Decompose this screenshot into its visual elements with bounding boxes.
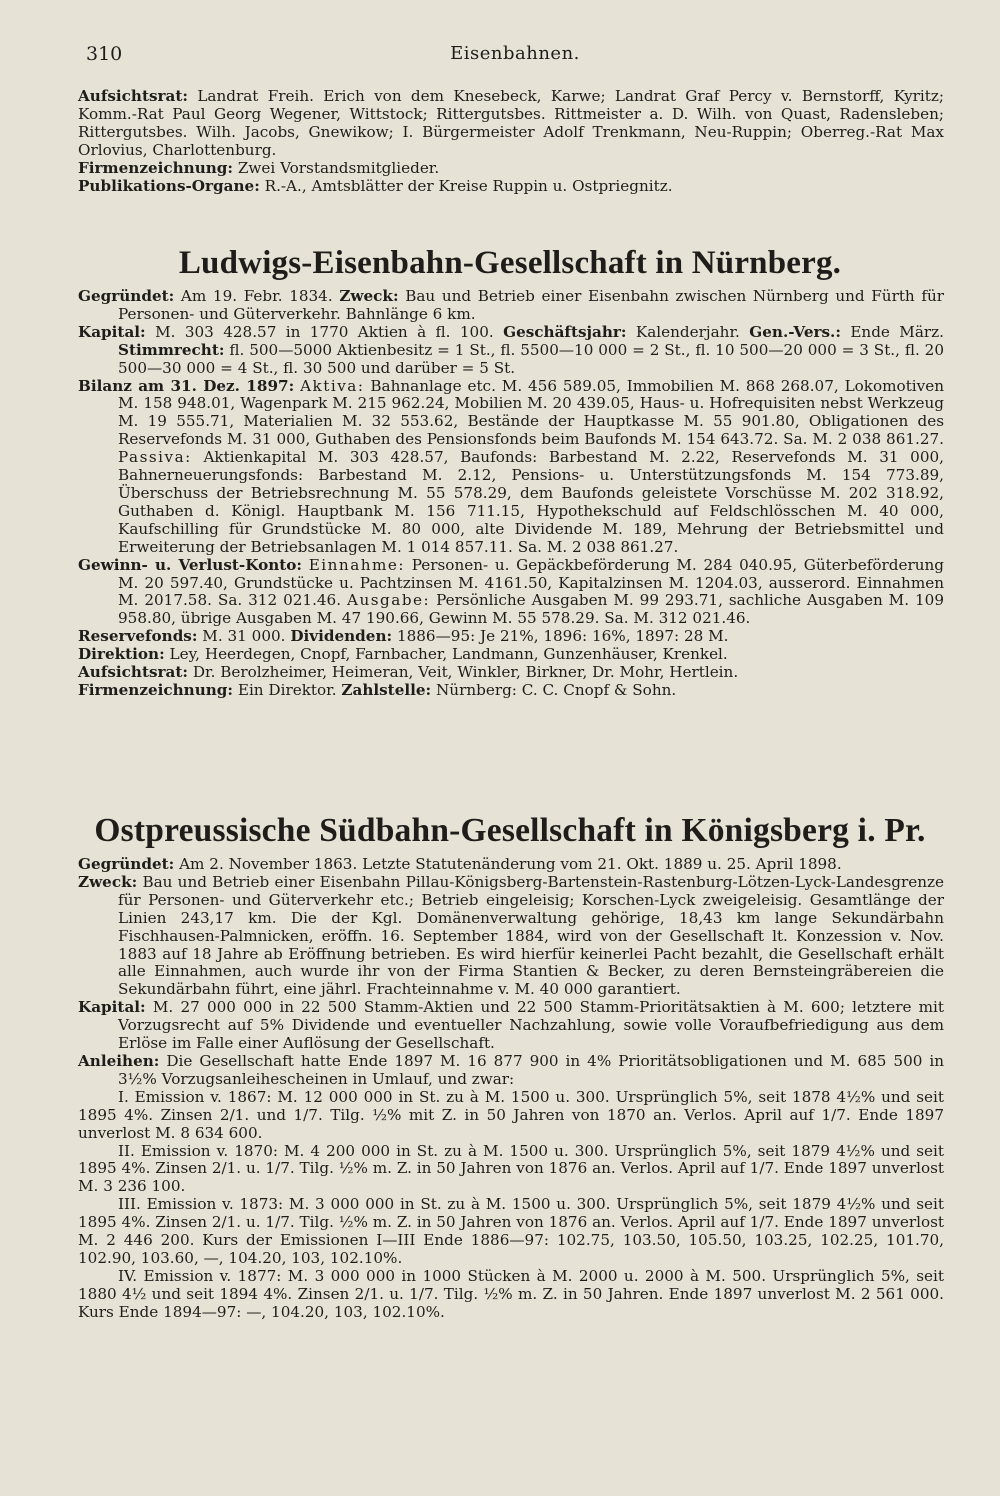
passiva-label: Passiva: <box>118 448 192 467</box>
publikation-paragraph <box>78 178 944 196</box>
kapital-label: Kapital: <box>78 322 146 341</box>
zweck-paragraph <box>78 874 944 999</box>
anleihen-label: Anleihen: <box>78 1051 160 1070</box>
gegruendet-text: Am 2. November 1863. Letzte Statutenänderung vom 21. Okt. 1889 u. 25. April 1898. <box>179 855 842 873</box>
section-title-ludwigs-eisenbahn: Ludwigs-Eisenbahn-Gesellschaft in Nürnberg. <box>178 245 842 281</box>
firmenzeichnung-paragraph <box>78 160 944 178</box>
zahlstelle-label: Zahlstelle: <box>341 680 432 699</box>
dividenden-text: 1886—95: Je 21%, 1896: 16%, 1897: 28 M. <box>396 627 729 646</box>
ostpreussische-suedbahn-entry <box>78 856 944 1322</box>
anleihen-paragraph <box>78 1053 944 1089</box>
ausgabe-text: Persönliche Ausgaben M. 99 293.71, sachliche Ausgaben M. 109 958.80, übrige Ausgaben M. 47 190.66, Gewinn M. 55 578.29. Sa. M. 312 021.46. <box>118 591 945 628</box>
aufsichtsrat-label: Aufsichtsrat: <box>78 663 188 682</box>
kapital-paragraph <box>78 324 944 378</box>
geschaeftsjahr-text: Kalenderjahr. <box>635 322 740 341</box>
aufsichtsrat-text: Dr. Berolzheimer, Heimeran, Veit, Winkler, Birkner, Dr. Mohr, Hertlein. <box>192 663 739 682</box>
zweck-label: Zweck: <box>339 287 399 305</box>
direktion-paragraph <box>78 646 944 664</box>
reservefonds-text: M. 31 000. <box>202 627 286 646</box>
ludwigs-eisenbahn-entry <box>78 288 944 700</box>
page-number: 310 <box>86 43 123 65</box>
stimmrecht-label: Stimmrecht: <box>118 340 225 359</box>
zweck-text: Bau und Betrieb einer Eisenbahn Pillau-Königsberg-Bartenstein-Rastenburg-Lötzen-Lyck-Landesgrenze für Personen- und Güterverkehr etc.; Betrieb eingeleisig; Korschen-Lyck zweigeleisig. Gesamtlänge der Linien 243,17 km. Die der Kgl. Domänenverwaltung gehörige, 18,43 km lange Sekundärbahn Fischhausen-Palmnicken, eröffn. 16. September 1884, wird von der Gesellschaft lt. Konzession v. Nov. 1883 auf 18 Jahre ab Eröffnung betrieben. Es wird hierfür keinerlei Pacht bezahlt, die Gesellschaft erhält alle Einnahmen, auch wurde ihr von der Firma Stantien & Becker, zu deren Bernsteingräbereien die Sekundärbahn führt, eine jährl. Frachteinnahme v. M. 40 000 garantiert. <box>118 872 944 999</box>
kapital-paragraph <box>78 999 944 1053</box>
geschaeftsjahr-label: Geschäftsjahr: <box>503 322 627 341</box>
reservefonds-label: Reservefonds: <box>78 627 198 646</box>
firmenzeichnung-text: Zwei Vorstandsmitglieder. <box>237 158 440 177</box>
kapital-text: M. 27 000 000 in 22 500 Stamm-Aktien und 22 500 Stamm-Prioritätsaktien à M. 600; letztere mit Vorzugsrecht auf 5% Dividende und eventueller Nachzahlung, sowie volle Voraufbefriedigung aus dem Erlöse im Falle einer Auflösung der Gesellschaft. <box>118 998 944 1053</box>
emission-4-paragraph: IV. Emission v. 1877: M. 3 000 000 in 1000 Stücken à M. 2000 u. 2000 à M. 500. Ursprünglich 5%, seit 1880 4½ und seit 1894 4%. Zinsen 2/1. u. 1/7. Tilg. ½% m. Z. in 50 Jahren. Ende 1897 unverlost M. 2 561 000. Kurs Ende 1894—97: —, 104.20, 103, 102.10%. <box>78 1266 944 1321</box>
guv-paragraph <box>78 557 944 629</box>
gegruendet-paragraph <box>78 856 944 874</box>
passiva-text: Aktienkapital M. 303 428.57, Baufonds: Barbestand M. 2.22, Reservefonds M. 31 000, Bahnerneuerungsfonds: Barbestand M. 2.12, Pensions- u. Unterstützungsfonds M. 154 773.89, Überschuss der Betriebsrechnung M. 55 578.29, dem Baufonds geleistete Vorschüsse M. 202 318.92, Guthaben d. Königl. Hauptbank M. 156 711.15, Hypothekschuld auf Feldschlösschen M. 40 000, Kaufschilling für Grundstücke M. 80 000, alte Dividende M. 189, Mehrung der Betriebsmittel und Erweiterung der Betriebsanlagen M. 1 014 857.11. Sa. M. 2 038 861.27. <box>118 448 944 556</box>
publikation-label: Publikations-Organe: <box>78 176 260 195</box>
genvers-text: Ende März. <box>850 322 944 341</box>
einnahme-label: Einnahme: <box>308 555 406 574</box>
aufsichtsrat-paragraph <box>78 664 944 682</box>
dividenden-label: Dividenden: <box>290 627 393 646</box>
running-title: Eisenbahnen. <box>450 43 580 64</box>
gegruendet-label: Gegründet: <box>78 287 175 305</box>
genvers-label: Gen.-Vers.: <box>749 322 841 341</box>
aktiva-label: Aktiva: <box>300 376 365 395</box>
aufsichtsrat-label: Aufsichtsrat: <box>78 87 188 105</box>
direktion-text: Ley, Heerdegen, Cnopf, Farnbacher, Landmann, Gunzenhäuser, Krenkel. <box>169 645 728 664</box>
firmenzeichnung-paragraph <box>78 682 944 700</box>
reservefonds-paragraph <box>78 628 944 646</box>
aufsichtsrat-text: Landrat Freih. Erich von dem Knesebeck, Karwe; Landrat Graf Percy v. Bernstorff, Kyritz; Komm.-Rat Paul Georg Wegener, Wittstock; Rittergutsbes. Rittmeister a. D. Wilh. von Quast, Radensleben; Rittergutsbes. Wilh. Jacobs, Gnewikow; I. Bürgermeister Adolf Trenkmann, Neu-Ruppin; Oberreg.-Rat Max Orlovius, Charlottenburg. <box>78 87 944 159</box>
bilanz-paragraph <box>78 378 944 557</box>
einnahme-text: Personen- u. Gepäckbeförderung M. 284 040.95, Güterbeförderung M. 20 597.40, Grundstücke u. Pachtzinsen M. 4161.50, Kapitalzinsen M. 1204.03, ausserord. Einnahmen M. 2017.58. Sa. 312 021.46. <box>118 555 945 610</box>
aufsichtsrat-paragraph <box>78 88 944 160</box>
emission-1-paragraph: I. Emission v. 1867: M. 12 000 000 in St. zu à M. 1500 u. 300. Ursprünglich 5%, seit 1878 4½% und seit 1895 4%. Zinsen 2/1. und 1/7. Tilg. ½% mit Z. in 50 Jahren von 1870 an. Verlos. April auf 1/7. Ende 1897 unverlost M. 8 634 600. <box>78 1087 944 1142</box>
anleihen-text: Die Gesellschaft hatte Ende 1897 M. 16 877 900 in 4% Prioritätsobligationen und M. 685 500 in 3½% Vorzugsanleihescheinen in Umlauf, und zwar: <box>118 1051 945 1088</box>
direktion-label: Direktion: <box>78 645 165 664</box>
page-header <box>86 43 944 69</box>
emission-2-paragraph: II. Emission v. 1870: M. 4 200 000 in St. zu à M. 1500 u. 300. Ursprünglich 5%, seit 1879 4½% und seit 1895 4%. Zinsen 2/1. u. 1/7. Tilg. ½% m. Z. in 50 Jahren von 1876 an. Verlos. April auf 1/7. Ende 1897 unverlost M. 3 236 100. <box>78 1141 944 1196</box>
firmenzeichnung-text: Ein Direktor. <box>237 680 337 699</box>
ausgabe-label: Ausgabe: <box>347 591 431 610</box>
guv-label: Gewinn- u. Verlust-Konto: <box>78 555 302 574</box>
publikation-text: R.-A., Amtsblätter der Kreise Ruppin u. Ostpriegnitz. <box>264 176 673 195</box>
zweck-label: Zweck: <box>78 872 138 891</box>
section-title-ostpreussische-suedbahn: Ostpreussische Südbahn-Gesellschaft in Königsberg i. Pr. <box>94 812 926 849</box>
kapital-label: Kapital: <box>78 998 146 1017</box>
stimmrecht-text: fl. 500—5000 Aktienbesitz = 1 St., fl. 5500—10 000 = 2 St., fl. 10 500—20 000 = 3 St., fl. 20 500—30 000 = 4 St., fl. 30 500 und darüber = 5 St. <box>118 340 944 377</box>
gegruendet-zweck-paragraph <box>78 288 944 324</box>
bilanz-label: Bilanz am 31. Dez. 1897: <box>78 376 295 395</box>
gegruendet-text: Am 19. Febr. 1834. <box>180 287 333 305</box>
firmenzeichnung-label: Firmenzeichnung: <box>78 158 234 177</box>
emission-3-paragraph: III. Emission v. 1873: M. 3 000 000 in St. zu à M. 1500 u. 300. Ursprünglich 5%, seit 1879 4½% und seit 1895 4%. Zinsen 2/1. u. 1/7. Tilg. ½% m. Z. in 50 Jahren von 1876 an. Verlos. April auf 1/7. Ende 1897 unverlost M. 2 446 200. Kurs der Emissionen I—III Ende 1886—97: 102.75, 103.50, 105.50, 103.25, 102.25, 101.70, 102.90, 103.60, —, 104.20, 103, 102.10%. <box>78 1195 944 1267</box>
zweck-text: Bau und Betrieb einer Eisenbahn zwischen Nürnberg und Fürth für Personen- und Güterverkehr. Bahnlänge 6 km. <box>118 287 945 323</box>
previous-entry-tail <box>78 88 944 195</box>
zahlstelle-text: Nürnberg: C. C. Cnopf & Sohn. <box>436 680 677 699</box>
aktiva-text: Bahnanlage etc. M. 456 589.05, Immobilien M. 868 268.07, Lokomotiven M. 158 948.01, Wagenpark M. 215 962.24, Mobilien M. 20 439.05, Haus- u. Hofrequisiten nebst Werkzeug M. 19 555.71, Materialien M. 32 553.62, Bestände der Hauptkasse M. 55 901.80, Obligationen des Reservefonds M. 31 000, Guthaben des Pensionsfonds beim Baufonds M. 154 643.72. Sa. M. 2 038 861.27. <box>118 376 945 449</box>
kapital-text: M. 303 428.57 in 1770 Aktien à fl. 100. <box>155 322 494 341</box>
firmenzeichnung-label: Firmenzeichnung: <box>78 680 234 699</box>
gegruendet-label: Gegründet: <box>78 855 175 873</box>
